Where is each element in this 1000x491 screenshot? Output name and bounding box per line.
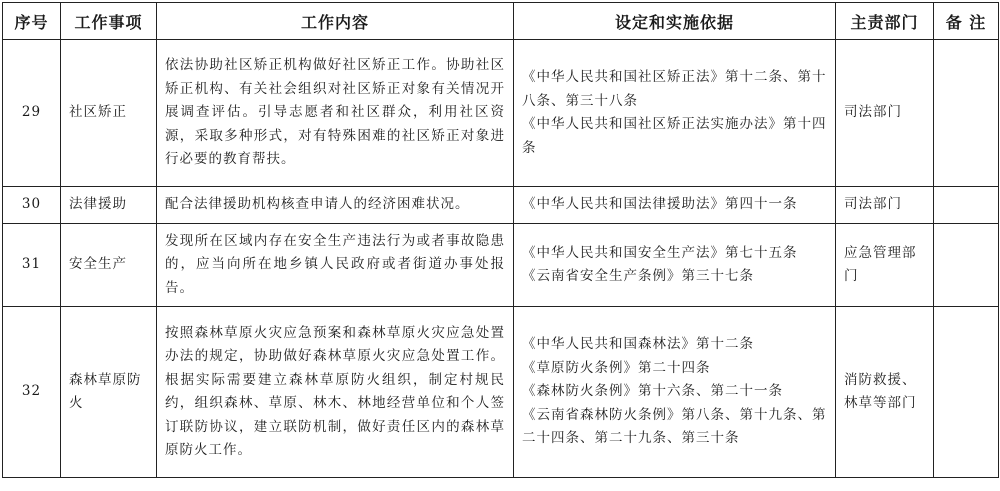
cell-dept: 司法部门 xyxy=(836,187,934,224)
cell-item: 安全生产 xyxy=(61,224,157,307)
basis-line: 《云南省森林防火条例》第八条、第十九条、第二十四条、第二十九条、第三十条 xyxy=(522,406,827,447)
table-row xyxy=(3,187,999,224)
cell-item: 法律援助 xyxy=(61,187,157,224)
cell-item: 社区矫正 xyxy=(61,40,157,187)
cell-basis xyxy=(514,40,836,187)
cell-seq: 31 xyxy=(3,224,61,307)
basis-line: 《云南省安全生产条例》第三十七条 xyxy=(522,268,754,284)
header-seq: 序号 xyxy=(3,3,61,40)
table-row xyxy=(3,224,999,307)
cell-content: 发现所在区域内存在安全生产违法行为或者事故隐患的，应当向所在地乡镇人民政府或者街道办事处报告。 xyxy=(157,224,514,307)
header-row xyxy=(3,3,999,40)
header-dept: 主责部门 xyxy=(836,3,934,40)
cell-dept: 消防救援、林草等部门 xyxy=(836,307,934,478)
cell-note xyxy=(934,224,999,307)
basis-line: 《中华人民共和国安全生产法》第七十五条 xyxy=(522,244,798,261)
cell-content: 配合法律援助机构核查申请人的经济困难状况。 xyxy=(157,187,514,224)
cell-seq: 32 xyxy=(3,307,61,478)
header-item: 工作事项 xyxy=(61,3,157,40)
cell-note xyxy=(934,187,999,224)
header-basis: 设定和实施依据 xyxy=(514,3,836,40)
cell-basis xyxy=(514,187,836,224)
cell-basis xyxy=(514,224,836,307)
table-row xyxy=(3,40,999,187)
cell-note xyxy=(934,40,999,187)
basis-line: 《中华人民共和国森林法》第十二条 xyxy=(522,336,754,353)
cell-dept: 应急管理部门 xyxy=(836,224,934,307)
cell-seq: 29 xyxy=(3,40,61,187)
basis-line: 《森林防火条例》第十六条、第二十一条 xyxy=(522,383,783,400)
cell-item: 森林草原防火 xyxy=(61,307,157,478)
cell-seq: 30 xyxy=(3,187,61,224)
basis-line: 《中华人民共和国社区矫正法实施办法》第十四条 xyxy=(522,116,827,156)
cell-note xyxy=(934,307,999,478)
basis-line: 《中华人民共和国法律援助法》第四十一条 xyxy=(522,196,798,213)
header-content: 工作内容 xyxy=(157,3,514,40)
basis-line: 《中华人民共和国社区矫正法》第十二条、第十八条、第三十八条 xyxy=(522,69,827,109)
cell-basis xyxy=(514,307,836,478)
table-row xyxy=(3,307,999,478)
duty-table xyxy=(2,2,999,478)
cell-content: 按照森林草原火灾应急预案和森林草原火灾应急处置办法的规定，协助做好森林草原火灾应急处置工作。根据实际需要建立森林草原防火组织，制定村规民约，组织森林、草原、林木、林地经营单位和个人签订联防协议，建立联防机制，做好责任区内的森林草原防火工作。 xyxy=(157,307,514,478)
cell-content: 依法协助社区矫正机构做好社区矫正工作。协助社区矫正机构、有关社会组织对社区矫正对象有关情况开展调查评估。引导志愿者和社区群众，利用社区资源，采取多种形式，对有特殊困难的社区矫正对象进行必要的教育帮扶。 xyxy=(157,40,514,187)
cell-dept: 司法部门 xyxy=(836,40,934,187)
basis-line: 《草原防火条例》第二十四条 xyxy=(522,359,711,376)
header-note: 备 注 xyxy=(934,3,999,40)
